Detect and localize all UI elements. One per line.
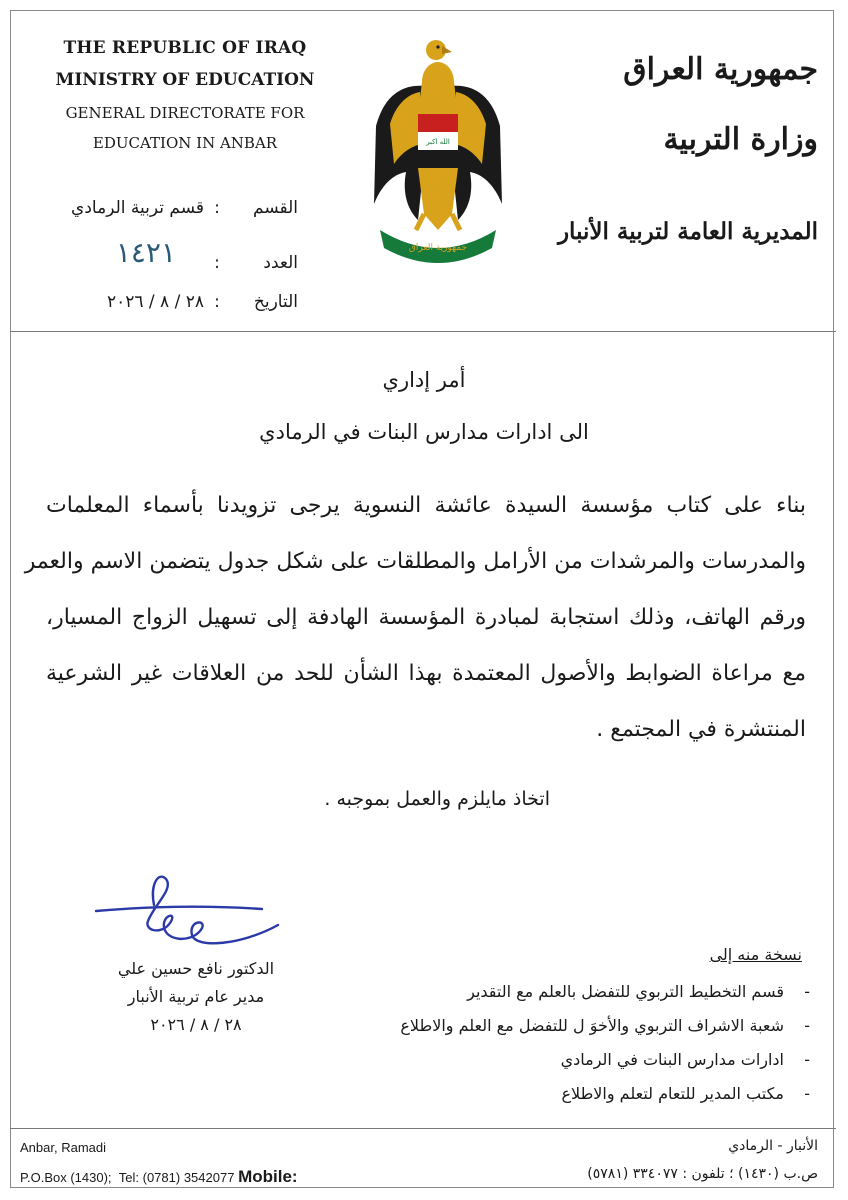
footer-pobox: P.O.Box (1430); bbox=[20, 1170, 112, 1185]
english-republic: THE REPUBLIC OF IRAQ bbox=[63, 38, 307, 58]
copies-heading: نسخة منه إلى bbox=[709, 945, 802, 964]
body-line: مع مراعاة الضوابط والأصول المعتمدة بهذا الشأن للحد من العلاقات غير الشرعية bbox=[46, 661, 806, 686]
emblem-banner-text: جمهورية العراق bbox=[408, 243, 468, 253]
english-letterhead bbox=[40, 38, 330, 152]
footer-mobile-label: Mobile: bbox=[238, 1167, 298, 1186]
signatory-position: مدير عام تربية الأنبار bbox=[127, 987, 265, 1006]
copies-item: -ادارات مدارس البنات في الرمادي bbox=[560, 1050, 810, 1069]
date-label: التاريخ bbox=[253, 292, 298, 312]
arabic-ministry: وزارة التربية bbox=[663, 122, 818, 157]
number-label: العدد bbox=[263, 253, 298, 273]
footer-address-en: Anbar, Ramadi bbox=[20, 1140, 106, 1155]
footer-divider bbox=[10, 1128, 836, 1129]
letter-recipient: الى ادارات مدارس البنات في الرمادي bbox=[259, 420, 589, 444]
number-row: العدد:١٤٢١ bbox=[115, 236, 298, 273]
copies-item: -شعبة الاشراف التربوي والأخوَ ل للتفضل مع العلم والاطلاع bbox=[400, 1016, 810, 1035]
date-row: التاريخ:٢٨ / ٨ / ٢٠٢٦ bbox=[106, 292, 298, 312]
footer-address-ar: الأنبار - الرمادي bbox=[728, 1138, 818, 1154]
footer-contact-ar: ص.ب (١٤٣٠) ؛ تلفون : ٣٣٤٠٧٧ (٥٧٨١) bbox=[587, 1166, 818, 1182]
date-value: ٢٨ / ٨ / ٢٠٢٦ bbox=[106, 292, 204, 312]
body-line: والمدرسات والمرشدات من الأرامل والمطلقات على شكل جدول يتضمن الاسم والعمر bbox=[24, 549, 806, 574]
body-line: ورقم الهاتف، وذلك استجابة لمبادرة المؤسسة الهادفة إلى تسهيل الزواج المسيار، bbox=[46, 605, 806, 630]
copies-item: -مكتب المدير للتعام لتعلم والاطلاع bbox=[561, 1084, 810, 1103]
signatory-name: الدكتور نافع حسين علي bbox=[117, 959, 275, 978]
header-divider bbox=[10, 331, 836, 332]
body-line: المنتشرة في المجتمع . bbox=[596, 717, 806, 742]
department-label: القسم bbox=[253, 198, 298, 218]
english-directorate-line1: GENERAL DIRECTORATE FOR bbox=[65, 104, 305, 122]
copies-item: -قسم التخطيط التربوي للتفضل بالعلم مع التقدير bbox=[467, 982, 810, 1001]
english-directorate-line2: EDUCATION IN ANBAR bbox=[92, 134, 278, 152]
letter-action: اتخاذ مايلزم والعمل بموجبه . bbox=[324, 788, 550, 810]
footer-contact-en bbox=[20, 1167, 298, 1187]
arabic-directorate: المديرية العامة لتربية الأنبار bbox=[557, 218, 818, 245]
signatory-block bbox=[96, 955, 296, 1039]
letter-body bbox=[24, 478, 806, 758]
body-line: بناء على كتاب مؤسسة السيدة عائشة النسوية يرجى تزويدنا بأسماء المعلمات bbox=[46, 493, 806, 518]
arabic-republic: جمهورية العراق bbox=[623, 52, 818, 87]
department-row: القسم:قسم تربية الرمادي bbox=[71, 198, 298, 218]
iraq-eagle-emblem-icon bbox=[372, 34, 504, 266]
footer-tel: Tel: (0781) 3542077 bbox=[118, 1170, 235, 1185]
english-ministry: MINISTRY OF EDUCATION bbox=[55, 70, 315, 90]
handwritten-signature bbox=[92, 865, 282, 955]
letter-title: أمر إداري bbox=[382, 368, 466, 392]
emblem-flag-text: الله اكبر bbox=[426, 138, 450, 146]
signatory-date: ٢٨ / ٨ / ٢٠٢٦ bbox=[150, 1015, 242, 1034]
copies-list bbox=[400, 975, 810, 1111]
department-value: قسم تربية الرمادي bbox=[71, 198, 204, 218]
number-value: ١٤٢١ bbox=[115, 236, 176, 269]
